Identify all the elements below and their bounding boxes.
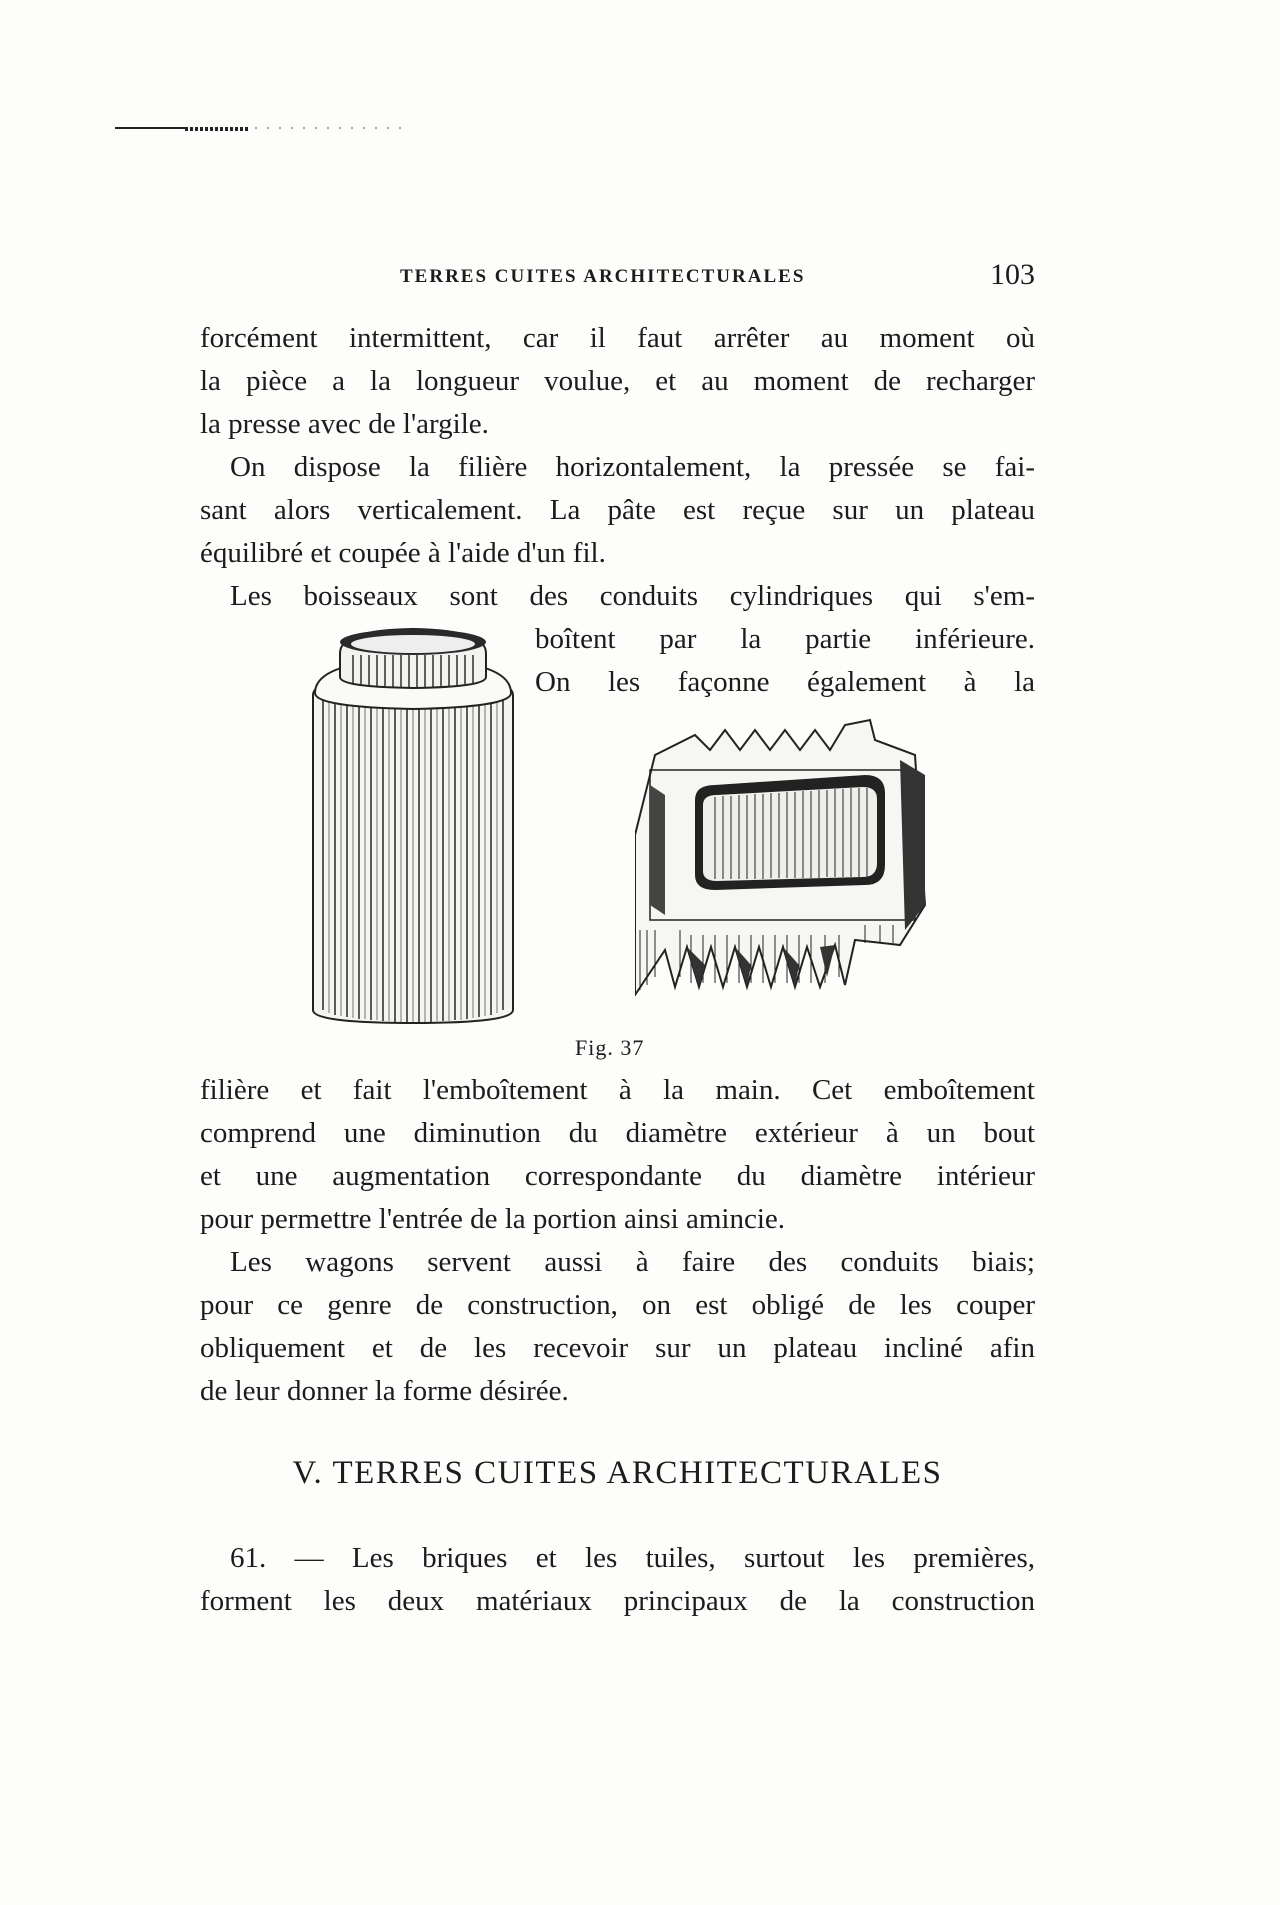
text-line: pour ce genre de construction, on est obligé de les couper bbox=[200, 1289, 1035, 1321]
text-line: On dispose la filière horizontalement, la pressée se fai- bbox=[230, 451, 1035, 483]
printing-specks bbox=[115, 120, 405, 140]
text-line: sant alors verticalement. La pâte est reçue sur un plateau bbox=[200, 494, 1035, 526]
page-header bbox=[200, 258, 1035, 298]
text-line: filière et fait l'emboîtement à la main. Cet emboîtement bbox=[200, 1074, 1035, 1106]
text-line: obliquement et de les recevoir sur un plateau incliné afin bbox=[200, 1332, 1035, 1364]
text-line: la pièce a la longueur voulue, et au moment de recharger bbox=[200, 365, 1035, 397]
text-line: la presse avec de l'argile. bbox=[200, 408, 489, 440]
page-number: 103 bbox=[990, 258, 1035, 291]
text-line: 61. — Les briques et les tuiles, surtout les premières, bbox=[230, 1542, 1035, 1574]
text-line: forcément intermittent, car il faut arrêter au moment où bbox=[200, 322, 1035, 354]
text-line: équilibré et coupée à l'aide d'un fil. bbox=[200, 537, 606, 569]
running-title: TERRES CUITES ARCHITECTURALES bbox=[400, 266, 806, 287]
text-line: Les boisseaux sont des conduits cylindriques qui s'em- bbox=[230, 580, 1035, 612]
section-heading: V. TERRES CUITES ARCHITECTURALES bbox=[292, 1455, 943, 1491]
text-line: forment les deux matériaux principaux de la construction bbox=[200, 1585, 1035, 1617]
text-line: pour permettre l'entrée de la portion ainsi amincie. bbox=[200, 1203, 785, 1235]
text-line: comprend une diminution du diamètre extérieur à un bout bbox=[200, 1117, 1035, 1149]
text-line: de leur donner la forme désirée. bbox=[200, 1375, 569, 1407]
text-line: On les façonne également à la bbox=[535, 666, 1035, 698]
figure-caption: Fig. 37 bbox=[575, 1035, 645, 1060]
extrusion-die-illustration bbox=[635, 715, 945, 1000]
text-line: boîtent par la partie inférieure. bbox=[535, 623, 1035, 655]
text-line: Les wagons servent aussi à faire des conduits biais; bbox=[230, 1246, 1035, 1278]
text-line: et une augmentation correspondante du diamètre intérieur bbox=[200, 1160, 1035, 1192]
flue-pipe-illustration bbox=[305, 625, 520, 1025]
